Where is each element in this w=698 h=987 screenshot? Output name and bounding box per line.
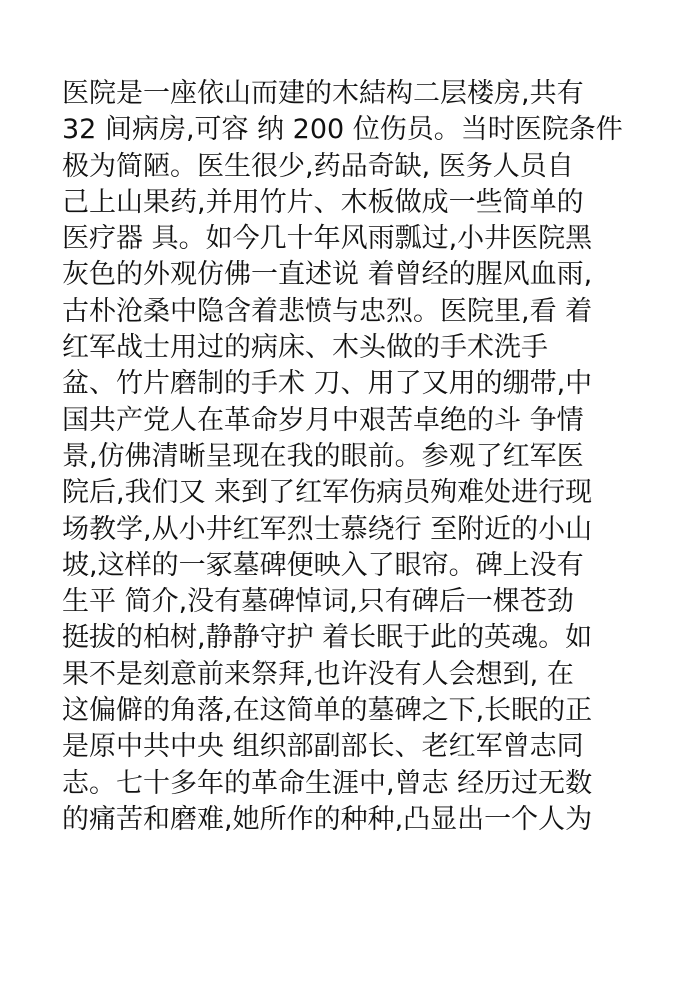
text-line-21: 的痛苦和磨难,她所作的种种,凸显出一个人为: [62, 803, 593, 835]
text-line-4: 己上山果药,并用竹片、木板做成一些简单的: [62, 186, 584, 218]
text-line-8: 红军战士用过的病床、木头做的手术洗手: [62, 332, 548, 364]
text-line-11: 景,仿佛清晰呈现在我的眼前。参观了红军医: [62, 440, 584, 472]
text-line-9: 盆、竹片磨制的手术 刀、用了又用的绷带,中: [62, 368, 593, 400]
text-line-3: 极为简陋。医生很少,药品奇缺, 医务人员自: [62, 150, 574, 182]
text-line-12: 院后,我们又 来到了红军伤病员殉难处进行现: [62, 477, 593, 509]
text-line-13: 场教学,从小井红军烈士慕绕行 至附近的小山: [62, 513, 593, 545]
text-line-19: 是原中共中央 组织部副部长、老红军曾志同: [62, 731, 584, 763]
text-line-2: 32 间病房,可容 纳 200 位伤员。当时医院条件: [62, 114, 623, 146]
body-text: [62, 76, 652, 838]
text-line-18: 这偏僻的角落,在这简单的墓碑之下,长眠的正: [62, 695, 593, 727]
text-line-6: 灰色的外观仿佛一直述说 着曾经的腥风血雨,: [62, 259, 593, 291]
text-line-16: 挺拔的柏树,静静守护 着长眠于此的英魂。如: [62, 622, 593, 654]
text-line-1: 医院是一座依山而建的木結构二层楼房,共有: [62, 78, 584, 109]
text-line-10: 国共产党人在革命岁月中艰苦卓绝的斗 争情: [62, 404, 584, 436]
text-line-7: 古朴沧桑中隐含着悲愤与忠烈。医院里,看 着: [62, 295, 593, 327]
text-line-17: 果不是刻意前来祭拜,也许没有人会想到, 在: [62, 658, 574, 690]
text-line-20: 志。七十多年的革命生涯中,曾志 经历过无数: [62, 767, 593, 799]
text-line-5: 医疗器 具。如今几十年风雨瓢过,小井医院黑: [62, 223, 593, 255]
text-line-15: 生平 简介,没有墓碑悼词,只有碑后一棵苍劲: [62, 586, 574, 618]
text-line-14: 坡,这样的一冢墓碑便映入了眼帘。碑上没有: [62, 549, 584, 581]
